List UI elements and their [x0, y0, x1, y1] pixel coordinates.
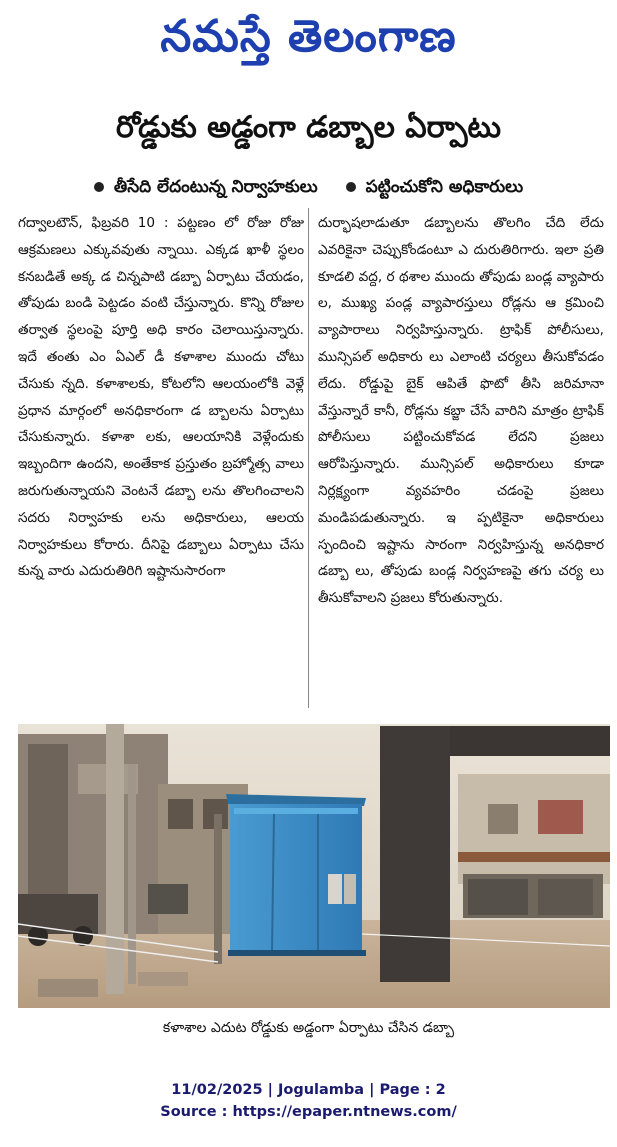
- subheads: [0, 172, 617, 202]
- masthead: [0, 6, 617, 68]
- page-footer: [0, 1079, 617, 1123]
- article-column-2: దుర్భాషలాడుతూ డబ్బాలను తొలగిం చేది లేదు ఎవరికైనా చెప్పుకోండంటూ ఎ దురుతిరిగారు. ఇలా ప్రతి కూడలి వద్ద, ర థశాల ముందు తోపుడు బండ్ల వ్యాపారు ల, ముఖ్య పండ్ల వ్యాపారస్తులు రోడ్లను ఆ క్రమించి వ్యాపారాలు నిర్వహిస్తున్నారు. ట్రాఫిక్ పోలీసులు, మున్సిపల్ అధికారు లు ఎలాంటి చర్యలు తీసుకోవడం లేదు. రోడ్డుపై బైక్ ఆపితే ఫొటో తీసి జరిమానా వేస్తున్నారే కానీ, రోడ్లను కబ్జా చేసే వారిని మాత్రం ట్రాఫిక్ పోలీసులు పట్టించుకోవడ లేదని ప్రజలు ఆరోపిస్తున్నారు. మున్సిపల్ అధికారులు కూడా నిర్లక్ష్యంగా వ్యవహరిం చడంపై ప్రజలు మండిపడుతున్నారు. ఇ ప్పటికైనా అధికారులు స్పందించి ఇష్టాను సారంగా నిర్వహిస్తున్న అనధికార డబ్బా లు, తోపుడు బండ్ల నిర్వహణపై తగు చర్య లు తీసుకోవాలని ప్రజలు కోరుతున్నారు.: [318, 215, 604, 607]
- article-headline: రోడ్డుకు అడ్డంగా డబ్బాల ఏర్పాటు: [115, 110, 502, 145]
- subhead-1-text: తీసేది లేదంటున్న నిర్వాహకులు: [113, 177, 318, 197]
- article-photo: [18, 724, 610, 1008]
- subhead-2-text: పట్టించుకోని అధికారులు: [365, 177, 524, 197]
- bullet-icon: [346, 182, 356, 192]
- subhead-2: [346, 172, 523, 202]
- subhead-1: [94, 172, 318, 202]
- masthead-title: నమస్తే తెలంగాణ: [160, 11, 457, 62]
- footer-source-line[interactable]: Source : https://epaper.ntnews.com/: [160, 1104, 457, 1120]
- bullet-icon: [94, 182, 104, 192]
- footer-date-line: 11/02/2025 | Jogulamba | Page : 2: [171, 1082, 446, 1098]
- street-scene-illustration: [18, 724, 610, 1008]
- article-column-1: గద్వాలటౌన్, ఫిబ్రవరి 10 : పట్టణం లో రోజు రోజు ఆక్రమణలు ఎక్కువవుతు న్నాయి. ఎక్కడ ఖాళీ స్థలం కనబడితే అక్క డ చిన్నపాటి డబ్బా ఏర్పాటు చేయడం, తోపుడు బండి పెట్టడం వంటి చేస్తున్నారు. కొన్ని రోజుల తర్వాత స్థలంపై పూర్తి అధి కారం చెలాయిస్తున్నారు. ఇదే తంతు ఎం ఏఎల్ డీ కళాశాల ముందు చోటు చేసుకు న్నది. కళాశాలకు, కోటలోని ఆలయంలోకి వెళ్లే ప్రధాన మార్గంలో అనధికారంగా డ బ్బాలను ఏర్పాటు చేసుకున్నారు. కళాశా లకు, ఆలయానికి వెళ్లేందుకు ఇబ్బందిగా ఉందని, అంతేకాక ప్రస్తుతం బ్రహ్మోత్స వాలు జరుగుతున్నాయని వెంటనే డబ్బా లను తొలగించాలని సదరు నిర్వాహకు లను అధికారులు, ఆలయ నిర్వాహకులు కోరారు. దీనిపై డబ్బాలు ఏర్పాటు చేసు కున్న వారు ఎదురుతిరిగి ఇష్టానుసారంగా: [18, 215, 304, 580]
- column-divider: [308, 208, 309, 708]
- photo-caption: కళాశాల ఎదుట రోడ్డుకు అడ్డంగా ఏర్పాటు చేసిన డబ్బా: [162, 1020, 455, 1036]
